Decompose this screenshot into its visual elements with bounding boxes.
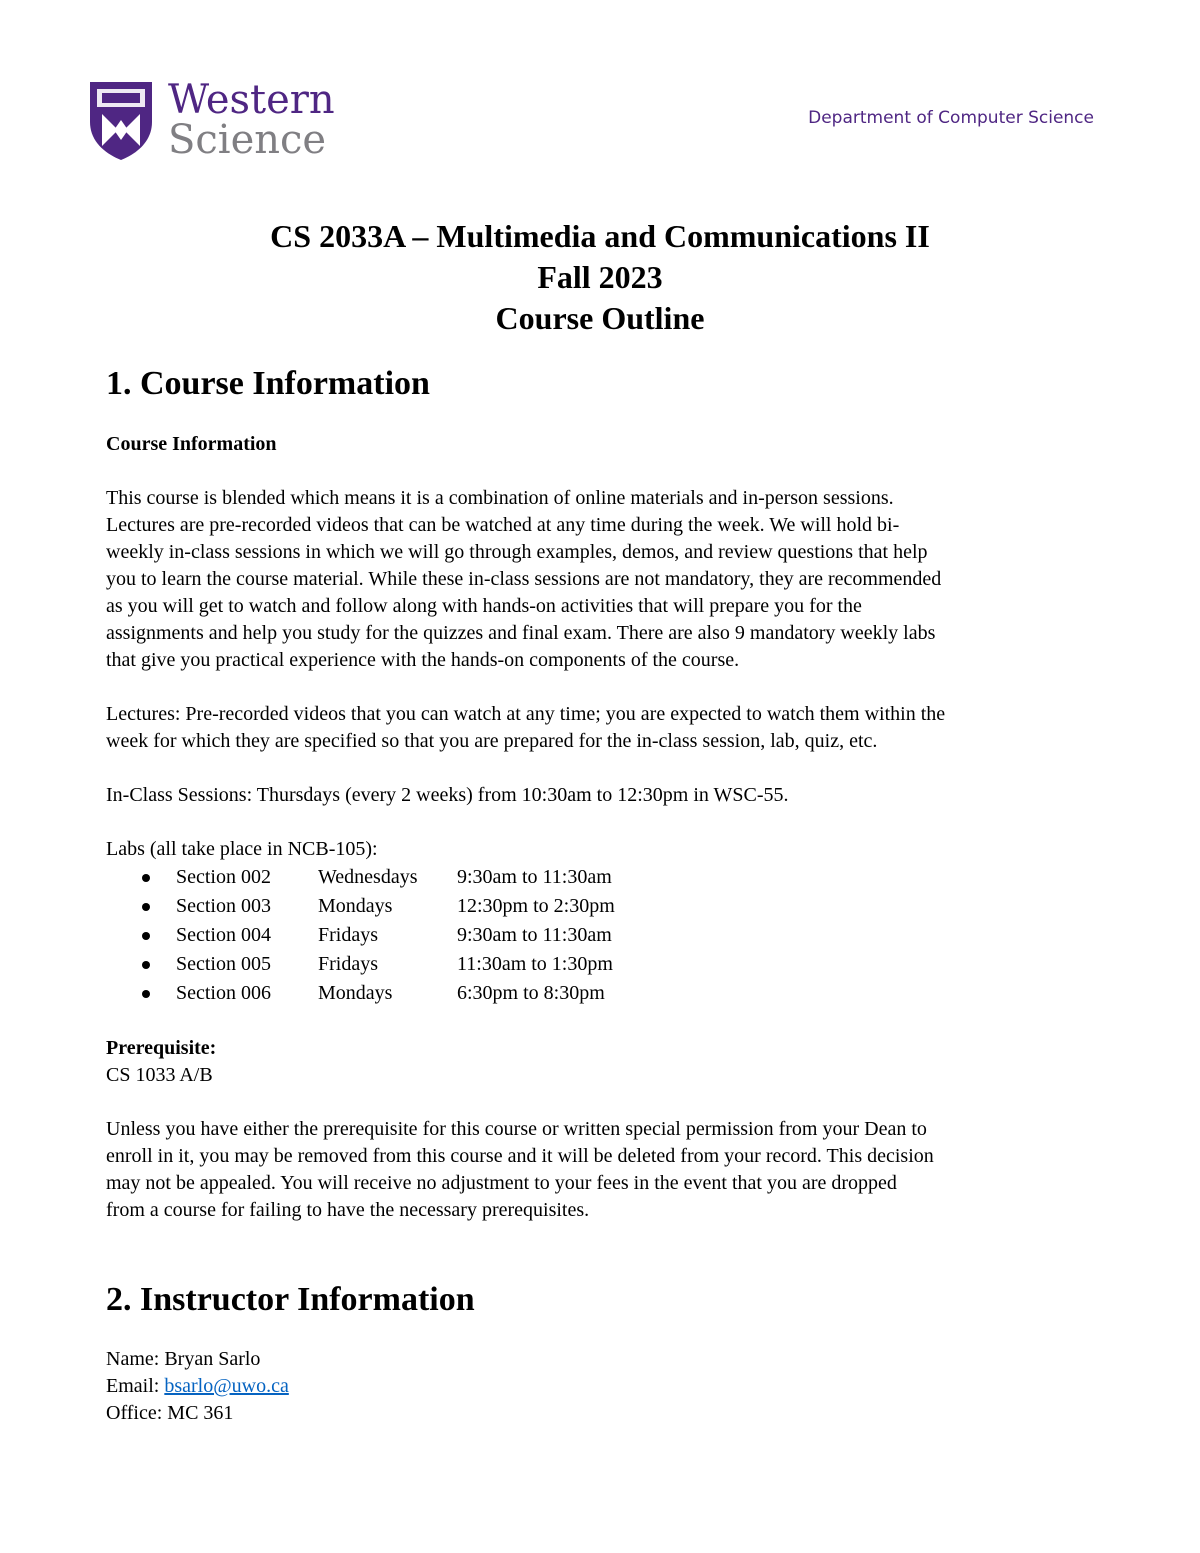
lab-time: 9:30am to 11:30am (457, 924, 612, 946)
list-item (106, 921, 1106, 950)
lab-day: Fridays (318, 924, 378, 946)
section-1 (106, 364, 1106, 404)
text-line: Unless you have either the prerequisite for this course or written special permission from your Dean to (106, 1118, 927, 1140)
text-line: you to learn the course material. While these in-class sessions are not mandatory, they are recommended (106, 568, 942, 590)
lectures-paragraph (106, 701, 1106, 755)
lab-day: Mondays (318, 982, 393, 1004)
lab-day: Mondays (318, 895, 393, 917)
text-line: as you will get to watch and follow along with hands-on activities that will prepare you for the (106, 595, 862, 617)
western-science-logo (88, 76, 348, 168)
instructor-info (106, 1346, 1106, 1427)
list-item (106, 979, 1106, 1008)
list-item (106, 863, 1106, 892)
logo-wordmark-top: Western (168, 77, 335, 123)
name-label: Name: (106, 1348, 165, 1370)
subheading-course-info (106, 431, 1106, 458)
subheading: Course Information (106, 433, 277, 455)
labs-list (106, 863, 1106, 1008)
text-line: may not be appealed. You will receive no adjustment to your fees in the event that you are dropped (106, 1172, 897, 1194)
labs-block (106, 836, 1106, 1008)
bullet-icon (142, 961, 150, 969)
lab-time: 6:30pm to 8:30pm (457, 982, 605, 1004)
lab-section: Section 005 (176, 953, 271, 975)
text-line: that give you practical experience with the hands-on components of the course. (106, 649, 740, 671)
department-name: Department of Computer Science (808, 108, 1094, 128)
list-item (106, 892, 1106, 921)
prerequisite-paragraph (106, 1116, 1106, 1224)
text-line: from a course for failing to have the necessary prerequisites. (106, 1199, 590, 1221)
text-line: weekly in-class sessions in which we will go through examples, demos, and review questions that help (106, 541, 928, 563)
bullet-icon (142, 903, 150, 911)
office-value: MC 361 (167, 1402, 234, 1424)
term: Fall 2023 (537, 259, 663, 295)
instructor-office (106, 1400, 1106, 1427)
text-line: enroll in it, you may be removed from this course and it will be deleted from your record. This decision (106, 1145, 934, 1167)
prerequisite-label: Prerequisite: (106, 1037, 217, 1059)
email-label: Email: (106, 1375, 165, 1397)
lab-day: Fridays (318, 953, 378, 975)
text-line: This course is blended which means it is a combination of online materials and in-person sessions. (106, 487, 894, 509)
lab-time: 12:30pm to 2:30pm (457, 895, 615, 917)
section-2 (106, 1280, 1106, 1320)
logo-wordmark-bottom: Science (168, 117, 327, 163)
office-label: Office: (106, 1402, 168, 1424)
course-title: CS 2033A – Multimedia and Communications II (270, 218, 930, 254)
name-value: Bryan Sarlo (164, 1348, 261, 1370)
lab-section: Section 002 (176, 866, 271, 888)
bullet-icon (142, 874, 150, 882)
bullet-icon (142, 932, 150, 940)
text-line: week for which they are specified so that you are prepared for the in-class session, lab, quiz, etc. (106, 730, 878, 752)
email-link[interactable]: bsarlo@uwo.ca (164, 1375, 289, 1397)
prerequisite-block (106, 1035, 1106, 1089)
lab-section: Section 004 (176, 924, 271, 946)
instructor-email (106, 1373, 1106, 1400)
in-class-sessions (106, 782, 1106, 809)
text-line: assignments and help you study for the quizzes and final exam. There are also 9 mandatory weekly labs (106, 622, 936, 644)
text-line: Lectures are pre-recorded videos that can be watched at any time during the week. We will hold bi- (106, 514, 900, 536)
lab-section: Section 003 (176, 895, 271, 917)
university-shield-icon (88, 80, 154, 162)
lab-time: 11:30am to 1:30pm (457, 953, 613, 975)
lab-day: Wednesdays (318, 866, 418, 888)
outline-label: Course Outline (495, 300, 705, 336)
instructor-name (106, 1346, 1106, 1373)
section-heading: 1. Course Information (106, 365, 430, 402)
lab-section: Section 006 (176, 982, 271, 1004)
list-item (106, 950, 1106, 979)
text-line: Lectures: Pre-recorded videos that you can watch at any time; you are expected to watch them within the (106, 703, 946, 725)
prerequisite-value: CS 1033 A/B (106, 1064, 213, 1086)
intro-paragraph (106, 485, 1106, 674)
lab-time: 9:30am to 11:30am (457, 866, 612, 888)
labs-intro: Labs (all take place in NCB-105): (106, 838, 378, 860)
section-heading: 2. Instructor Information (106, 1281, 475, 1318)
text-line: In-Class Sessions: Thursdays (every 2 weeks) from 10:30am to 12:30pm in WSC-55. (106, 784, 789, 806)
document-title (0, 216, 1200, 339)
bullet-icon (142, 990, 150, 998)
